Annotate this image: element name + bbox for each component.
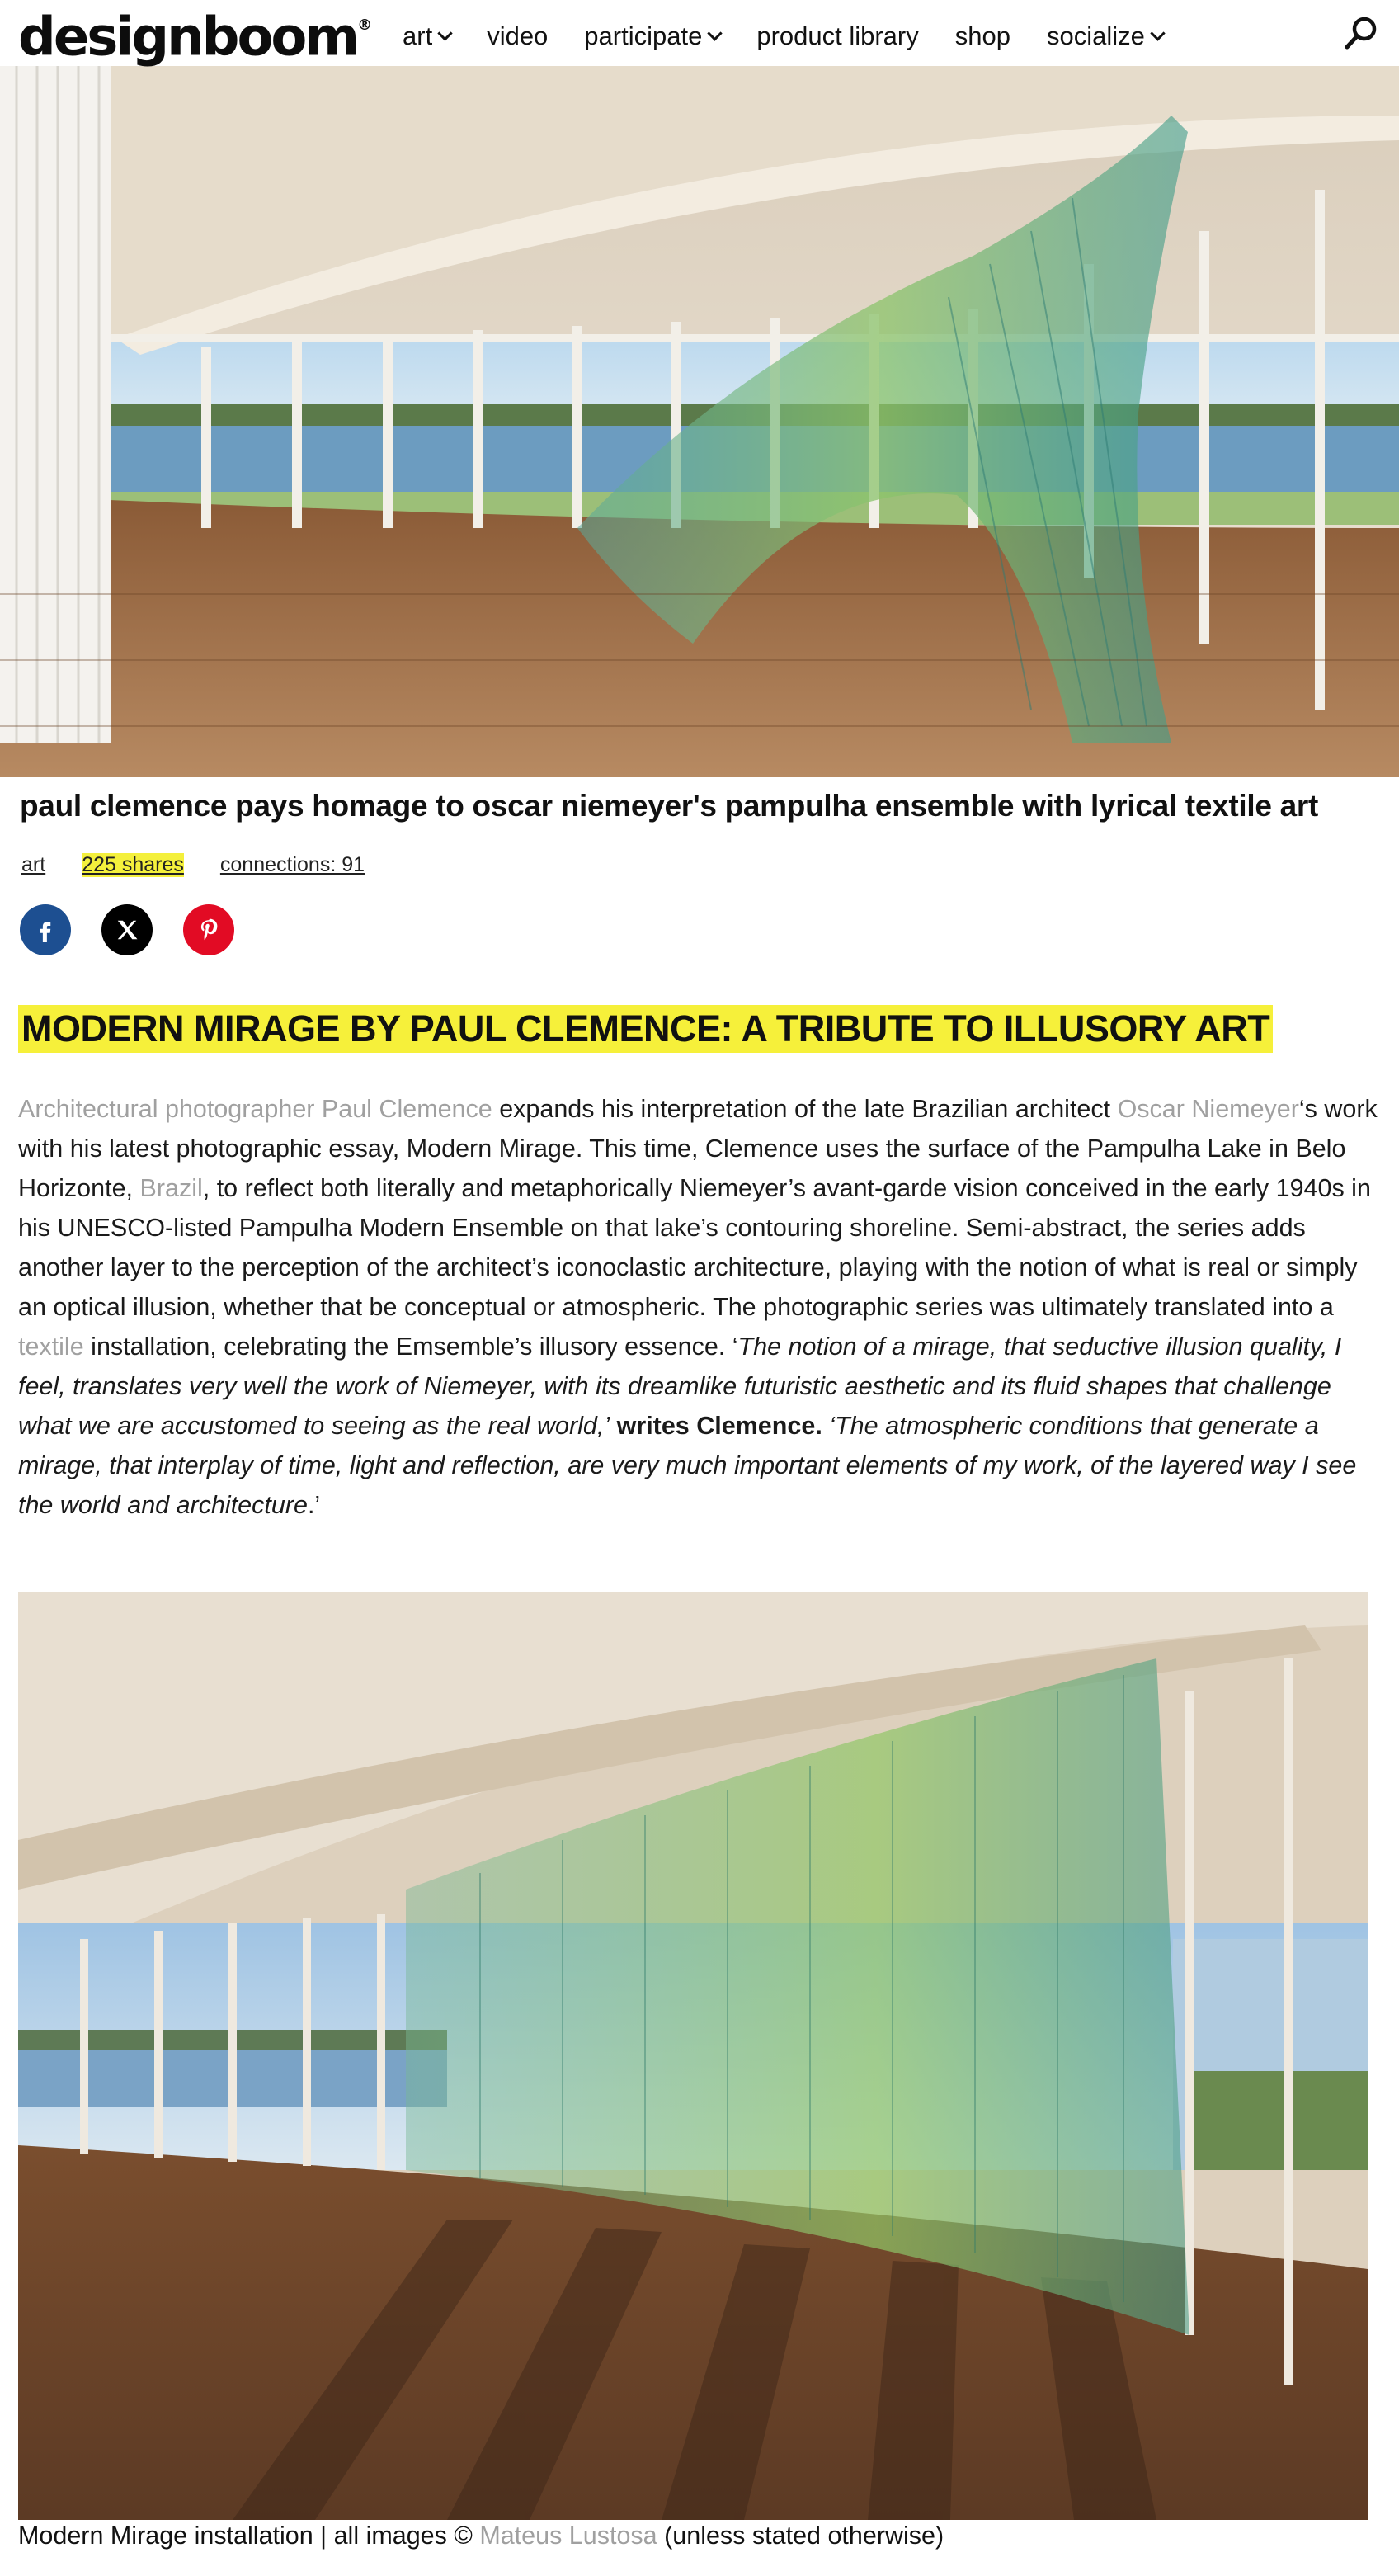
quote-one: The notion of a mirage, that seductive illusion quality, I feel, translates very well the work of Niemeyer, with its dreamlike futuristic aesthetic and its fluid shapes that challenge what we are accustomed to seeing as the real world,’ bbox=[18, 1333, 1342, 1440]
connections-link[interactable]: connections: 91 bbox=[219, 853, 365, 876]
niemeyer-link[interactable]: Oscar Niemeyer bbox=[1117, 1095, 1299, 1123]
nav-product-library[interactable]: product library bbox=[756, 21, 919, 50]
textile-link[interactable]: textile bbox=[18, 1333, 84, 1361]
chevron-down-icon bbox=[708, 26, 723, 40]
nav-participate[interactable]: participate bbox=[584, 21, 720, 51]
x-icon[interactable] bbox=[101, 904, 153, 955]
site-header bbox=[0, 0, 1399, 66]
nav-socialize[interactable]: socialize bbox=[1047, 21, 1163, 51]
article-body: Architectural photographer Paul Clemence expands his interpretation of the late Brazilian architect Oscar Niemeyer‘s work with his latest photographic essay, Modern Mirage. This time, Clemence uses the surface of the Pampulha Lake in Belo Horizonte, Brazil, to reflect both literally and metaphorically Niemeyer’s avant-garde vision conceived in the early 1940s in his UNESCO-listed Pampulha Modern Ensemble on that lake’s contouring shoreline. Semi-abstract, the series adds another layer to the perception of the architect’s iconoclastic architecture, playing with the notion of what is real or simply an optical illusion, whether that be conceptual or atmospheric. The photographic series was ultimately translated into a textile installation, celebrating the Emsemble’s illusory essence. ‘The notion of a mirage, that seductive illusion quality, I feel, translates very well the work of Niemeyer, with its dreamlike futuristic aesthetic and its fluid shapes that challenge what we are accustomed to seeing as the real world,’ writes Clemence. ‘The atmospheric conditions that generate a mirage, that interplay of time, light and reflection, are very much important elements of my work, of the layered way I see the world and architecture.’ bbox=[18, 1095, 1378, 1519]
nav-shop[interactable]: shop bbox=[954, 21, 1010, 50]
designboom-logo[interactable]: designboom® bbox=[18, 7, 373, 68]
hero-image bbox=[0, 66, 1399, 777]
photo-credit-link[interactable]: Mateus Lustosa bbox=[479, 2522, 657, 2550]
article-title: paul clemence pays homage to oscar niemeyer's pampulha ensemble with lyrical textile art bbox=[20, 789, 1319, 823]
chevron-down-icon bbox=[437, 26, 452, 40]
shares-count[interactable]: 225 shares bbox=[82, 853, 184, 876]
nav-art[interactable]: art bbox=[403, 21, 450, 51]
article-meta bbox=[21, 853, 401, 877]
category-link[interactable]: art bbox=[21, 853, 46, 876]
brazil-link[interactable]: Brazil bbox=[139, 1174, 203, 1202]
share-buttons bbox=[20, 904, 265, 955]
search-icon[interactable] bbox=[1343, 15, 1379, 51]
main-nav bbox=[403, 21, 1199, 51]
section-heading: MODERN MIRAGE BY PAUL CLEMENCE: A TRIBUTE TO ILLUSORY ART bbox=[18, 1005, 1273, 1053]
image-caption: Modern Mirage installation | all images © Mateus Lustosa (unless stated otherwise) bbox=[18, 2522, 944, 2550]
nav-video[interactable]: video bbox=[487, 21, 549, 50]
photographer-link[interactable]: Architectural photographer Paul Clemence bbox=[18, 1095, 492, 1123]
pinterest-icon[interactable] bbox=[183, 904, 234, 955]
quote-two: ‘The atmospheric conditions that generate a mirage, that interplay of time, light and reflection, are very much important elements of my work, of the layered way I see the world and architecture bbox=[18, 1412, 1357, 1519]
installation-image bbox=[18, 1592, 1368, 2520]
facebook-icon[interactable] bbox=[20, 904, 71, 955]
quote-attribution: writes Clemence. bbox=[610, 1412, 822, 1440]
chevron-down-icon bbox=[1150, 26, 1165, 40]
